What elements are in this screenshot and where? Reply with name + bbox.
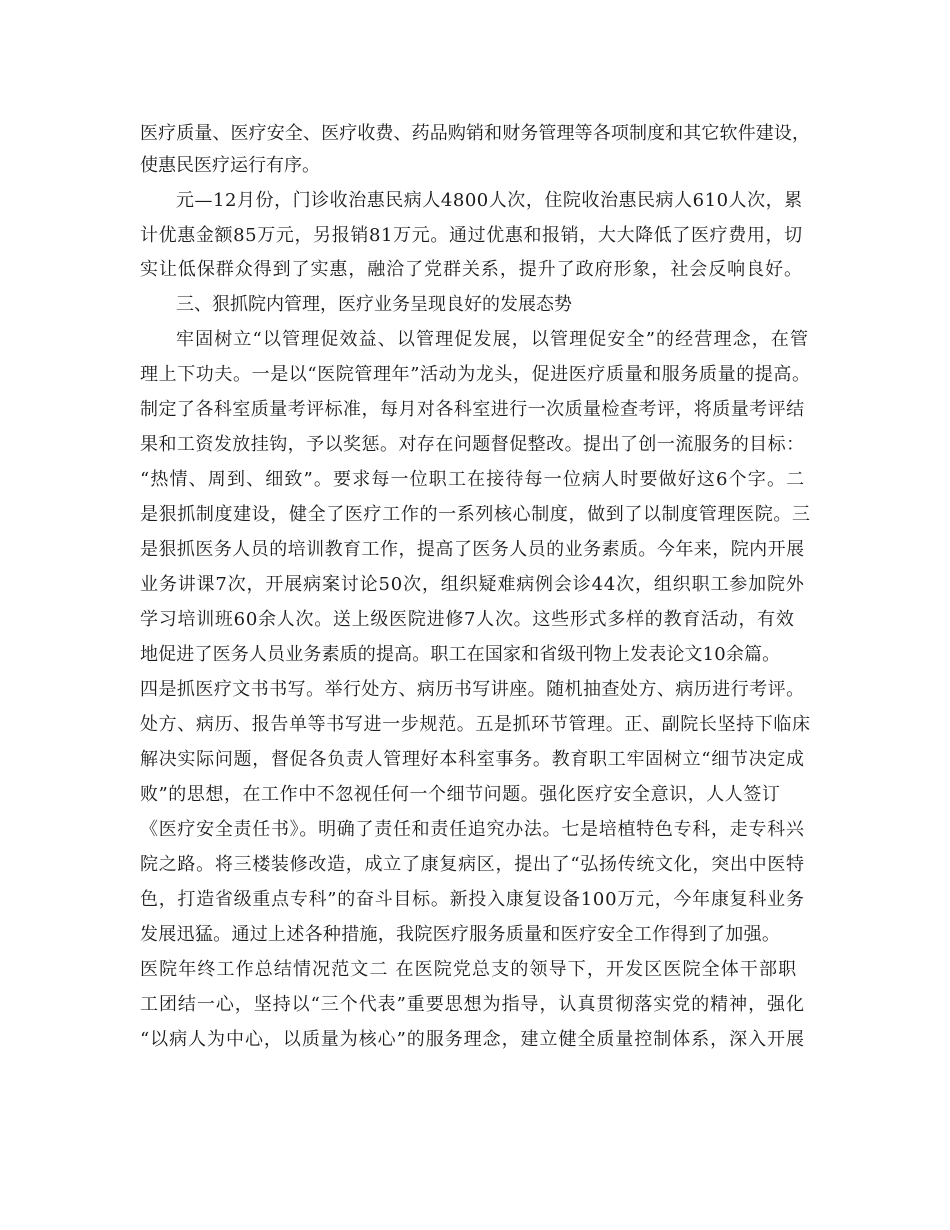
text-line: 工团结一心，坚持以“三个代表”重要思想为指导，认真贯彻落实党的精神，强化 [140,994,805,1015]
text-line: 是狠抓医务人员的培训教育工作，提高了医务人员的业务素质。今年来，院内开展 [140,539,805,560]
text-line: 理上下功夫。一是以“医院管理年”活动为龙头，促进医疗质量和服务质量的提高。 [140,364,811,385]
text-line: 败”的思想，在工作中不忽视任何一个细节问题。强化医疗安全意识，人人签订 [140,784,781,805]
text-line: 计优惠金额85万元，另报销81万元。通过优惠和报销，大大降低了医疗费用，切 [140,225,803,246]
text-line: 地促进了医务人员业务素质的提高。职工在国家和省级刊物上发表论文10余篇。 [140,644,781,665]
text-line: 制定了各科室质量考评标准，每月对各科室进行一次质量检查考评，将质量考评结 [140,399,805,420]
text-line: 四是抓医疗文书书写。举行处方、病历书写讲座。随机抽查处方、病历进行考评。 [140,679,805,700]
text-line: “以病人为中心，以质量为核心”的服务理念，建立健全质量控制体系，深入开展 [140,1029,805,1050]
text-line: 医疗质量、医疗安全、医疗收费、药品购销和财务管理等各项制度和其它软件建设， [140,123,811,144]
text-line: 使惠民医疗运行有序。 [140,155,320,176]
text-line: 牢固树立“以管理促效益、以管理促发展，以管理促安全”的经营理念，在管 [176,329,810,350]
text-line: 《医疗安全责任书》。明确了责任和责任追究办法。七是培植特色专科，走专科兴 [140,819,805,840]
text-line: 学习培训班60余人次。送上级医院进修7人次。这些形式多样的教育活动，有效 [140,609,795,630]
text-line: 医院年终工作总结情况范文二 在医院党总支的领导下，开发区医院全体干部职 [140,959,798,980]
text-line: 实让低保群众得到了实惠，融洽了党群关系，提升了政府形象，社会反响良好。 [140,259,803,280]
text-line: “热情、周到、细致”。要求每一位职工在接待每一位病人时要做好这6个字。二 [140,469,806,490]
text-line: 色，打造省级重点专科”的奋斗目标。新投入康复设备100万元，今年康复科业务 [140,889,805,910]
text-line: 元—12月份，门诊收治惠民病人4800人次，住院收治惠民病人610人次，累 [176,190,803,211]
text-line: 是狠抓制度建设，健全了医疗工作的一系列核心制度，做到了以制度管理医院。三 [140,504,811,525]
text-line: 业务讲课7次，开展病案讨论50次，组织疑难病例会诊44次，组织职工参加院外 [140,574,805,595]
text-line: 解决实际问题，督促各负责人管理好本科室事务。教育职工牢固树立“细节决定成 [140,749,805,770]
text-line: 发展迅猛。通过上述各种措施，我院医疗服务质量和医疗安全工作得到了加强。 [140,924,781,945]
text-line: 院之路。将三楼装修改造，成立了康复病区，提出了“弘扬传统文化，突出中医特 [140,854,805,875]
section-heading: 三、狠抓院内管理，医疗业务呈现良好的发展态势 [176,294,572,315]
text-line: 处方、病历、报告单等书写进一步规范。五是抓环节管理。正、副院长坚持下临床 [140,714,811,735]
text-line: 果和工资发放挂钩，予以奖惩。对存在问题督促整改。提出了创一流服务的目标： [140,434,805,455]
